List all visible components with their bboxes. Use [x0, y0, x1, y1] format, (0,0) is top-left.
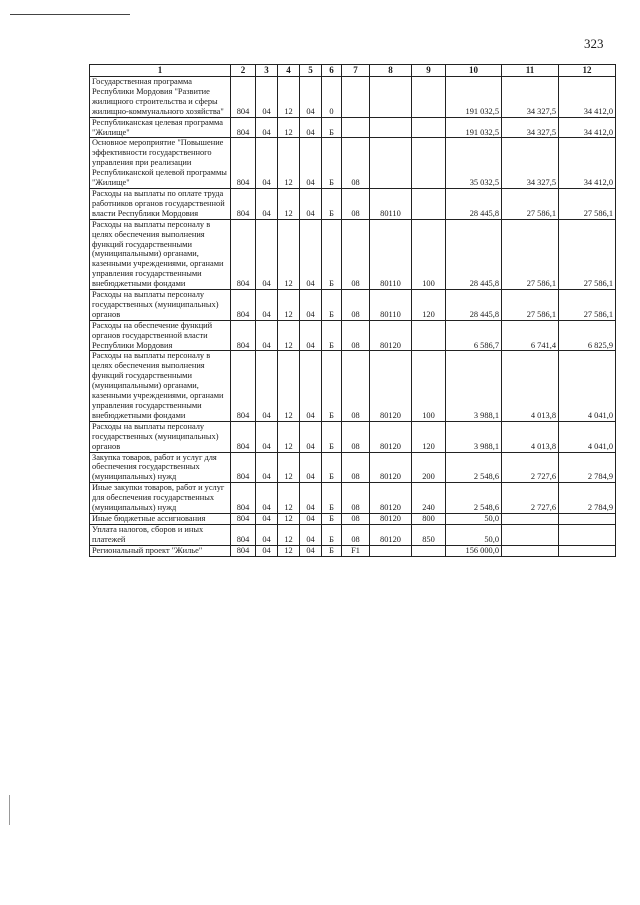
amount-cell: 28 445,8: [446, 290, 502, 321]
amount-cell: 34 412,0: [559, 138, 616, 189]
code-cell: 04: [256, 77, 278, 118]
row-name-cell: Расходы на выплаты персоналу государственных (муниципальных) органов: [90, 290, 231, 321]
code-cell: 120: [412, 421, 446, 452]
header-cell: 7: [342, 65, 370, 77]
code-cell: 100: [412, 351, 446, 421]
code-cell: 80110: [370, 219, 412, 289]
amount-cell: 2 548,6: [446, 483, 502, 514]
code-cell: 08: [342, 219, 370, 289]
row-name-cell: Основное мероприятие "Повышение эффективности государственного управления при реализации Республиканской целевой программы "Жилище": [90, 138, 231, 189]
code-cell: 04: [300, 545, 322, 556]
code-cell: 80110: [370, 290, 412, 321]
code-cell: Б: [322, 524, 342, 545]
code-cell: 04: [300, 77, 322, 118]
budget-table: [89, 64, 616, 557]
header-cell: 2: [231, 65, 256, 77]
amount-cell: 34 327,5: [502, 138, 559, 189]
table-row: [90, 351, 616, 421]
code-cell: 04: [256, 483, 278, 514]
code-cell: 04: [300, 483, 322, 514]
code-cell: [412, 117, 446, 138]
table-row: [90, 138, 616, 189]
code-cell: 04: [256, 138, 278, 189]
code-cell: 12: [278, 421, 300, 452]
amount-cell: 34 412,0: [559, 77, 616, 118]
code-cell: 04: [256, 290, 278, 321]
amount-cell: 4 013,8: [502, 351, 559, 421]
table-row: [90, 545, 616, 556]
code-cell: Б: [322, 138, 342, 189]
table-row: [90, 452, 616, 483]
header-cell: 11: [502, 65, 559, 77]
code-cell: 12: [278, 524, 300, 545]
code-cell: Б: [322, 421, 342, 452]
code-cell: 80110: [370, 188, 412, 219]
code-cell: [370, 545, 412, 556]
amount-cell: 50,0: [446, 513, 502, 524]
code-cell: 804: [231, 483, 256, 514]
amount-cell: 191 032,5: [446, 117, 502, 138]
header-cell: 9: [412, 65, 446, 77]
code-cell: 12: [278, 138, 300, 189]
header-cell: 12: [559, 65, 616, 77]
code-cell: 850: [412, 524, 446, 545]
amount-cell: 34 327,5: [502, 77, 559, 118]
amount-cell: 2 784,9: [559, 452, 616, 483]
table-row: [90, 320, 616, 351]
amount-cell: 6 825,9: [559, 320, 616, 351]
code-cell: 804: [231, 452, 256, 483]
amount-cell: 2 548,6: [446, 452, 502, 483]
code-cell: 12: [278, 351, 300, 421]
table-row: [90, 524, 616, 545]
table-body: [90, 77, 616, 557]
code-cell: 80120: [370, 483, 412, 514]
table-row: [90, 513, 616, 524]
code-cell: 12: [278, 452, 300, 483]
row-name-cell: Иные бюджетные ассигнования: [90, 513, 231, 524]
code-cell: 12: [278, 219, 300, 289]
code-cell: [412, 188, 446, 219]
code-cell: Б: [322, 219, 342, 289]
code-cell: 804: [231, 188, 256, 219]
row-name-cell: Уплата налогов, сборов и иных платежей: [90, 524, 231, 545]
page-number: 323: [584, 36, 604, 51]
table-row: [90, 421, 616, 452]
table-row: [90, 219, 616, 289]
code-cell: 04: [300, 421, 322, 452]
amount-cell: [502, 513, 559, 524]
code-cell: Б: [322, 290, 342, 321]
code-cell: 0: [322, 77, 342, 118]
code-cell: Б: [322, 351, 342, 421]
amount-cell: 4 013,8: [502, 421, 559, 452]
code-cell: 804: [231, 524, 256, 545]
code-cell: 08: [342, 138, 370, 189]
amount-cell: [502, 524, 559, 545]
header-cell: 10: [446, 65, 502, 77]
code-cell: 804: [231, 320, 256, 351]
amount-cell: 4 041,0: [559, 421, 616, 452]
code-cell: 04: [256, 524, 278, 545]
amount-cell: 34 327,5: [502, 117, 559, 138]
code-cell: 04: [256, 513, 278, 524]
code-cell: 04: [256, 219, 278, 289]
code-cell: 04: [256, 117, 278, 138]
row-name-cell: Государственная программа Республики Мордовия "Развитие жилищного строительства и сферы жилищно-коммунального хозяйства": [90, 77, 231, 118]
code-cell: [412, 320, 446, 351]
code-cell: 12: [278, 320, 300, 351]
code-cell: 04: [300, 290, 322, 321]
table-row: [90, 117, 616, 138]
code-cell: 08: [342, 351, 370, 421]
amount-cell: 35 032,5: [446, 138, 502, 189]
code-cell: 04: [300, 188, 322, 219]
code-cell: [342, 77, 370, 118]
code-cell: 804: [231, 421, 256, 452]
table-row: [90, 290, 616, 321]
amount-cell: [502, 545, 559, 556]
code-cell: [370, 138, 412, 189]
row-name-cell: Иные закупки товаров, работ и услуг для обеспечения государственных (муниципальных) нужд: [90, 483, 231, 514]
code-cell: 04: [256, 421, 278, 452]
code-cell: 80120: [370, 320, 412, 351]
code-cell: 08: [342, 524, 370, 545]
code-cell: 804: [231, 138, 256, 189]
code-cell: [370, 77, 412, 118]
amount-cell: 4 041,0: [559, 351, 616, 421]
table-row: [90, 483, 616, 514]
code-cell: Б: [322, 545, 342, 556]
code-cell: [342, 117, 370, 138]
header-cell: 3: [256, 65, 278, 77]
code-cell: 04: [300, 219, 322, 289]
code-cell: Б: [322, 117, 342, 138]
code-cell: 804: [231, 513, 256, 524]
code-cell: 200: [412, 452, 446, 483]
code-cell: 08: [342, 513, 370, 524]
amount-cell: 27 586,1: [502, 219, 559, 289]
code-cell: Б: [322, 320, 342, 351]
amount-cell: 2 727,6: [502, 452, 559, 483]
code-cell: 08: [342, 452, 370, 483]
amount-cell: 6 586,7: [446, 320, 502, 351]
code-cell: 04: [300, 117, 322, 138]
header-cell: 8: [370, 65, 412, 77]
amount-cell: 27 586,1: [559, 290, 616, 321]
table-row: [90, 188, 616, 219]
code-cell: 80120: [370, 513, 412, 524]
code-cell: Б: [322, 188, 342, 219]
amount-cell: 3 988,1: [446, 351, 502, 421]
amount-cell: 6 741,4: [502, 320, 559, 351]
code-cell: 80120: [370, 351, 412, 421]
code-cell: 08: [342, 421, 370, 452]
amount-cell: 27 586,1: [559, 188, 616, 219]
amount-cell: 28 445,8: [446, 219, 502, 289]
code-cell: 04: [256, 351, 278, 421]
row-name-cell: Региональный проект "Жилье": [90, 545, 231, 556]
code-cell: [412, 545, 446, 556]
header-cell: 4: [278, 65, 300, 77]
row-name-cell: Расходы на выплаты персоналу государственных (муниципальных) органов: [90, 421, 231, 452]
code-cell: 04: [300, 138, 322, 189]
code-cell: 804: [231, 290, 256, 321]
amount-cell: 2 784,9: [559, 483, 616, 514]
code-cell: 80120: [370, 452, 412, 483]
amount-cell: 27 586,1: [502, 290, 559, 321]
table-header-row: [90, 65, 616, 77]
code-cell: 04: [256, 452, 278, 483]
amount-cell: 27 586,1: [502, 188, 559, 219]
amount-cell: 34 412,0: [559, 117, 616, 138]
code-cell: 804: [231, 545, 256, 556]
code-cell: 04: [300, 351, 322, 421]
code-cell: 04: [300, 452, 322, 483]
code-cell: 04: [300, 513, 322, 524]
code-cell: 12: [278, 188, 300, 219]
code-cell: 04: [256, 188, 278, 219]
code-cell: 12: [278, 77, 300, 118]
code-cell: 120: [412, 290, 446, 321]
table-row: [90, 77, 616, 118]
code-cell: 12: [278, 545, 300, 556]
amount-cell: 27 586,1: [559, 219, 616, 289]
code-cell: [370, 117, 412, 138]
amount-cell: 2 727,6: [502, 483, 559, 514]
code-cell: 240: [412, 483, 446, 514]
scan-artifact-left: [9, 795, 10, 825]
amount-cell: [559, 513, 616, 524]
amount-cell: [559, 545, 616, 556]
code-cell: [412, 138, 446, 189]
code-cell: 12: [278, 117, 300, 138]
amount-cell: 3 988,1: [446, 421, 502, 452]
code-cell: 804: [231, 219, 256, 289]
code-cell: 804: [231, 117, 256, 138]
code-cell: 100: [412, 219, 446, 289]
code-cell: 08: [342, 320, 370, 351]
amount-cell: 191 032,5: [446, 77, 502, 118]
code-cell: Б: [322, 513, 342, 524]
code-cell: Б: [322, 483, 342, 514]
amount-cell: 156 000,0: [446, 545, 502, 556]
scan-artifact-top: [10, 14, 130, 15]
code-cell: 08: [342, 188, 370, 219]
row-name-cell: Расходы на выплаты по оплате труда работников органов государственной власти Республики Мордовия: [90, 188, 231, 219]
header-cell: 5: [300, 65, 322, 77]
code-cell: 804: [231, 351, 256, 421]
code-cell: 80120: [370, 421, 412, 452]
row-name-cell: Расходы на выплаты персоналу в целях обеспечения выполнения функций государственными (муниципальными) органами, казенными учреждениями, органами управления государственными внебюджетными фондами: [90, 351, 231, 421]
code-cell: 12: [278, 483, 300, 514]
code-cell: 04: [300, 524, 322, 545]
amount-cell: [559, 524, 616, 545]
code-cell: [412, 77, 446, 118]
code-cell: 04: [256, 320, 278, 351]
header-cell: 6: [322, 65, 342, 77]
code-cell: 804: [231, 77, 256, 118]
code-cell: F1: [342, 545, 370, 556]
code-cell: 12: [278, 290, 300, 321]
code-cell: 80120: [370, 524, 412, 545]
header-cell: 1: [90, 65, 231, 77]
code-cell: 04: [300, 320, 322, 351]
amount-cell: 28 445,8: [446, 188, 502, 219]
amount-cell: 50,0: [446, 524, 502, 545]
code-cell: 04: [256, 545, 278, 556]
code-cell: 08: [342, 290, 370, 321]
row-name-cell: Республиканская целевая программа "Жилище": [90, 117, 231, 138]
row-name-cell: Закупка товаров, работ и услуг для обеспечения государственных (муниципальных) нужд: [90, 452, 231, 483]
code-cell: 12: [278, 513, 300, 524]
code-cell: Б: [322, 452, 342, 483]
code-cell: 08: [342, 483, 370, 514]
row-name-cell: Расходы на обеспечение функций органов государственной власти Республики Мордовия: [90, 320, 231, 351]
row-name-cell: Расходы на выплаты персоналу в целях обеспечения выполнения функций государственными (муниципальными) органами, казенными учреждениями, органами управления государственными внебюджетными фондами: [90, 219, 231, 289]
code-cell: 800: [412, 513, 446, 524]
